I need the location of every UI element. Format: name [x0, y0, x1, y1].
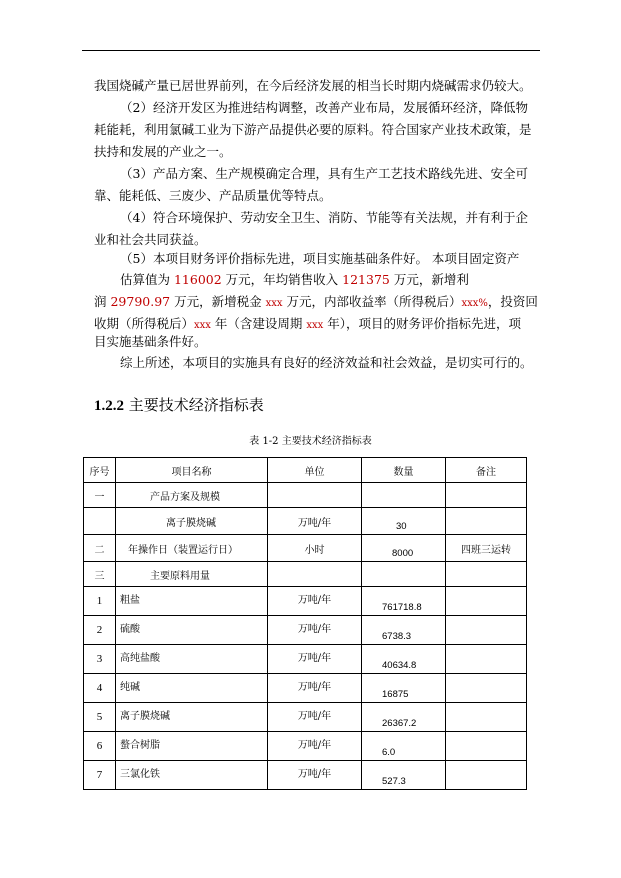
row-number: [84, 508, 116, 535]
table-row: [84, 616, 527, 645]
text-span: 年），项目的财务评价指标先进，项: [323, 316, 522, 331]
paragraph-line: （4）符合环境保护、劳动安全卫生、消防、节能等有关法规，并有利于企: [120, 210, 528, 225]
table-row: [84, 535, 527, 562]
text-span: ，投资回: [487, 294, 538, 309]
paragraph-line: 我国烧碱产量已居世界前列，在今后经济发展的相当长时期内烧碱需求仍较大。: [94, 78, 532, 93]
item-name: 螯合树脂: [116, 732, 268, 761]
note: [446, 732, 527, 761]
note: [446, 483, 527, 508]
quantity: 761718.8: [362, 587, 446, 616]
unit: 万吨/年: [268, 703, 362, 732]
table-header-row: [84, 458, 527, 483]
quantity: [362, 562, 446, 587]
table-row: [84, 674, 527, 703]
text-span: 润: [94, 294, 111, 309]
row-number: 2: [84, 616, 116, 645]
item-name: 主要原料用量: [116, 562, 268, 587]
table-row: [84, 587, 527, 616]
section-number: 1.2.2: [94, 398, 124, 414]
note: [446, 562, 527, 587]
paragraph-line: 业和社会共同获益。: [94, 232, 207, 247]
unit: 万吨/年: [268, 508, 362, 535]
paragraph-line: [94, 294, 538, 312]
paragraph-line: （3）产品方案、生产规模确定合理，具有生产工艺技术路线先进、安全可: [120, 166, 528, 181]
section-heading: [94, 395, 264, 416]
table-caption: 表 1-2 主要技术经济指标表: [249, 436, 372, 447]
header-cell: 数量: [362, 458, 446, 483]
row-number: 一: [84, 483, 116, 508]
row-number: 1: [84, 587, 116, 616]
row-number: 5: [84, 703, 116, 732]
unit: 万吨/年: [268, 761, 362, 790]
header-cell: 序号: [84, 458, 116, 483]
note: 四班三运转: [446, 535, 527, 562]
row-number: 3: [84, 645, 116, 674]
item-name: 高纯盐酸: [116, 645, 268, 674]
paragraph-line: （2）经济开发区为推进结构调整，改善产业布局，发展循环经济，降低物: [120, 100, 528, 115]
annual-sales-value: 121375: [342, 272, 390, 287]
item-name: 纯碱: [116, 674, 268, 703]
item-name: 离子膜烧碱: [116, 508, 268, 535]
quantity: 527.3: [362, 761, 446, 790]
unit: 小时: [268, 535, 362, 562]
quantity: 40634.8: [362, 645, 446, 674]
table-row: [84, 483, 527, 508]
unit: [268, 562, 362, 587]
row-number: 三: [84, 562, 116, 587]
row-number: 7: [84, 761, 116, 790]
indicators-table: [83, 457, 527, 790]
note: [446, 645, 527, 674]
note: [446, 761, 527, 790]
fixed-asset-value: 116002: [173, 272, 222, 287]
table-row: [84, 732, 527, 761]
item-name: 粗盐: [116, 587, 268, 616]
quantity: 8000: [362, 535, 446, 562]
header-cell: 单位: [268, 458, 362, 483]
irr-value: xxx%: [461, 298, 488, 309]
text-span: 万元，新增利: [389, 272, 469, 287]
quantity: 26367.2: [362, 703, 446, 732]
note: [446, 616, 527, 645]
item-name: 离子膜烧碱: [116, 703, 268, 732]
row-number: 6: [84, 732, 116, 761]
unit: 万吨/年: [268, 587, 362, 616]
table-row: [84, 645, 527, 674]
text-span: 估算值为: [120, 272, 174, 287]
header-rule: [82, 50, 540, 51]
unit: 万吨/年: [268, 674, 362, 703]
table-row: [84, 508, 527, 535]
new-profit-value: 29790.97: [110, 294, 171, 309]
quantity: 30: [362, 508, 446, 535]
payback-value: xxx: [194, 320, 211, 331]
quantity: 16875: [362, 674, 446, 703]
row-number: 4: [84, 674, 116, 703]
quantity: 6.0: [362, 732, 446, 761]
paragraph-line: 耗能耗，利用氯碱工业为下游产品提供必要的原料。符合国家产业技术政策，是: [94, 122, 532, 137]
text-span: 万元，新增税金: [170, 294, 266, 309]
paragraph-line: 靠、能耗低、三废少、产品质量优等特点。: [94, 188, 332, 203]
paragraph-line: [120, 272, 469, 288]
construction-period-value: xxx: [306, 320, 324, 331]
unit: 万吨/年: [268, 616, 362, 645]
paragraph-line: 综上所述，本项目的实施具有良好的经济效益和社会效益，是切实可行的。: [120, 355, 533, 370]
table-row: [84, 761, 527, 790]
table-row: [84, 703, 527, 732]
item-name: 三氯化铁: [116, 761, 268, 790]
text-span: 年（含建设周期: [210, 316, 307, 331]
table-row: [84, 562, 527, 587]
note: [446, 703, 527, 732]
quantity: 6738.3: [362, 616, 446, 645]
text-span: 万元，内部收益率（所得税后）: [282, 294, 462, 309]
note: [446, 587, 527, 616]
paragraph-line: 目实施基础条件好。: [94, 334, 207, 349]
new-tax-value: xxx: [265, 298, 283, 309]
text-span: 万元，年均销售收入: [221, 272, 343, 287]
unit: [268, 483, 362, 508]
note: [446, 508, 527, 535]
section-title: 主要技术经济指标表: [128, 396, 264, 414]
header-cell: 项目名称: [116, 458, 268, 483]
paragraph-line: [94, 316, 521, 334]
unit: 万吨/年: [268, 732, 362, 761]
paragraph-line: （5）本项目财务评价指标先进，项目实施基础条件好。 本项目固定资产: [120, 251, 520, 266]
item-name: 硫酸: [116, 616, 268, 645]
text-span: 收期（所得税后）: [94, 316, 195, 331]
item-name: 产品方案及规模: [116, 483, 268, 508]
unit: 万吨/年: [268, 645, 362, 674]
item-name: 年操作日（装置运行日）: [116, 535, 268, 562]
header-cell: 备注: [446, 458, 527, 483]
quantity: [362, 483, 446, 508]
note: [446, 674, 527, 703]
row-number: 二: [84, 535, 116, 562]
paragraph-line: 扶持和发展的产业之一。: [94, 144, 232, 159]
